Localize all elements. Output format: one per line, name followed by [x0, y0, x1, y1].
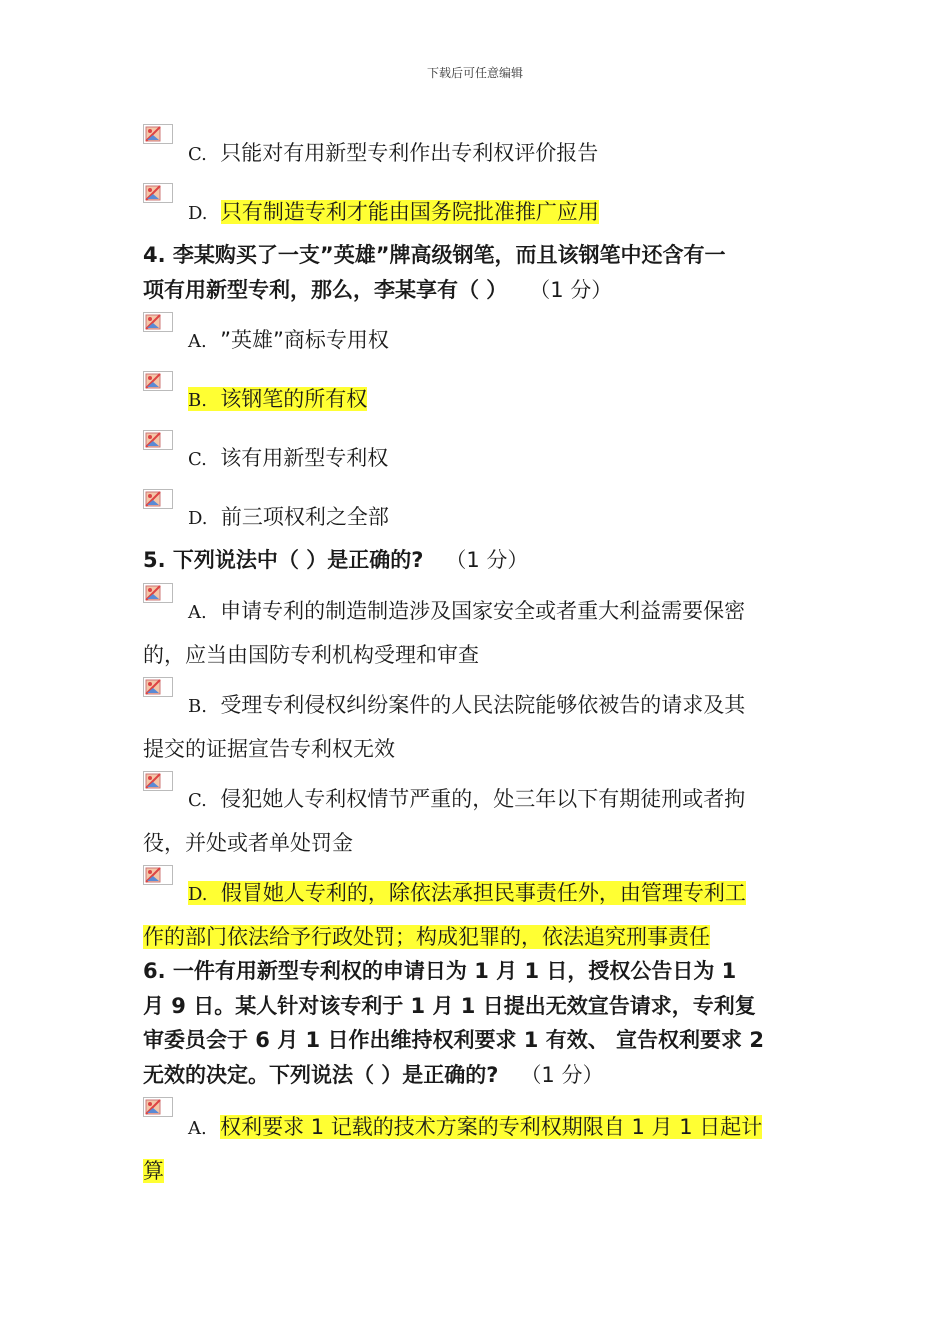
- broken-image-icon: [143, 489, 173, 509]
- question-6-line2: 月 9 日。某人针对该专利于 1 月 1 日提出无效宣告请求，专利复: [143, 994, 756, 1018]
- broken-image-icon: [143, 430, 173, 450]
- option-5a-line2: 的，应当由国防专利机构受理和审查: [143, 643, 479, 667]
- question-4-line1: 4. 李某购买了一支”英雄”牌高级钢笔，而且该钢笔中还含有一: [143, 243, 726, 267]
- broken-image-icon: [143, 677, 173, 697]
- page-header: 下载后可任意编辑: [426, 66, 523, 80]
- broken-image-icon: [143, 865, 173, 885]
- question-6-line1: 6. 一件有用新型专利权的申请日为 1 月 1 日，授权公告日为 1: [143, 959, 737, 983]
- broken-image-icon: [143, 1097, 173, 1117]
- option-5c-line2: 役，并处或者单处罚金: [143, 831, 353, 855]
- question-6-line3: 审委员会于 6 月 1 日作出维持权利要求 1 有效、 宣告权利要求 2: [143, 1028, 764, 1052]
- option-4c: C. 该有用新型专利权: [188, 446, 389, 470]
- option-3d: D. 只有制造专利才能由国务院批准推广应用: [188, 200, 599, 224]
- question-5-line1: 5. 下列说法中（ ）是正确的? （1 分）: [143, 548, 529, 572]
- broken-image-icon: [143, 583, 173, 603]
- option-4d: D. 前三项权利之全部: [188, 505, 389, 529]
- broken-image-icon: [143, 371, 173, 391]
- option-4b: B. 该钢笔的所有权: [188, 387, 368, 411]
- question-4-line2: 项有用新型专利，那么，李某享有（ ） （1 分）: [143, 278, 613, 302]
- option-6a-line2: 算: [143, 1159, 164, 1183]
- broken-image-icon: [143, 771, 173, 791]
- option-5a-line1: A. 申请专利的制造制造涉及国家安全或者重大利益需要保密: [188, 599, 746, 623]
- option-5d-line2: 作的部门依法给予行政处罚；构成犯罪的，依法追究刑事责任: [143, 925, 710, 949]
- option-5b-line2: 提交的证据宣告专利权无效: [143, 737, 395, 761]
- option-5c-line1: C. 侵犯她人专利权情节严重的，处三年以下有期徒刑或者拘: [188, 787, 746, 811]
- broken-image-icon: [143, 183, 173, 203]
- option-3c: C. 只能对有用新型专利作出专利权评价报告: [188, 141, 599, 165]
- option-5b-line1: B. 受理专利侵权纠纷案件的人民法院能够依被告的请求及其: [188, 693, 746, 717]
- question-6-line4: 无效的决定。下列说法（ ）是正确的? （1 分）: [143, 1063, 604, 1087]
- option-5d-line1: D. 假冒她人专利的，除依法承担民事责任外，由管理专利工: [188, 881, 746, 905]
- option-4a: A. ”英雄”商标专用权: [188, 328, 389, 352]
- option-6a-line1: A. 权利要求 1 记载的技术方案的专利权期限自 1 月 1 日起计: [188, 1115, 763, 1139]
- broken-image-icon: [143, 312, 173, 332]
- broken-image-icon: [143, 124, 173, 144]
